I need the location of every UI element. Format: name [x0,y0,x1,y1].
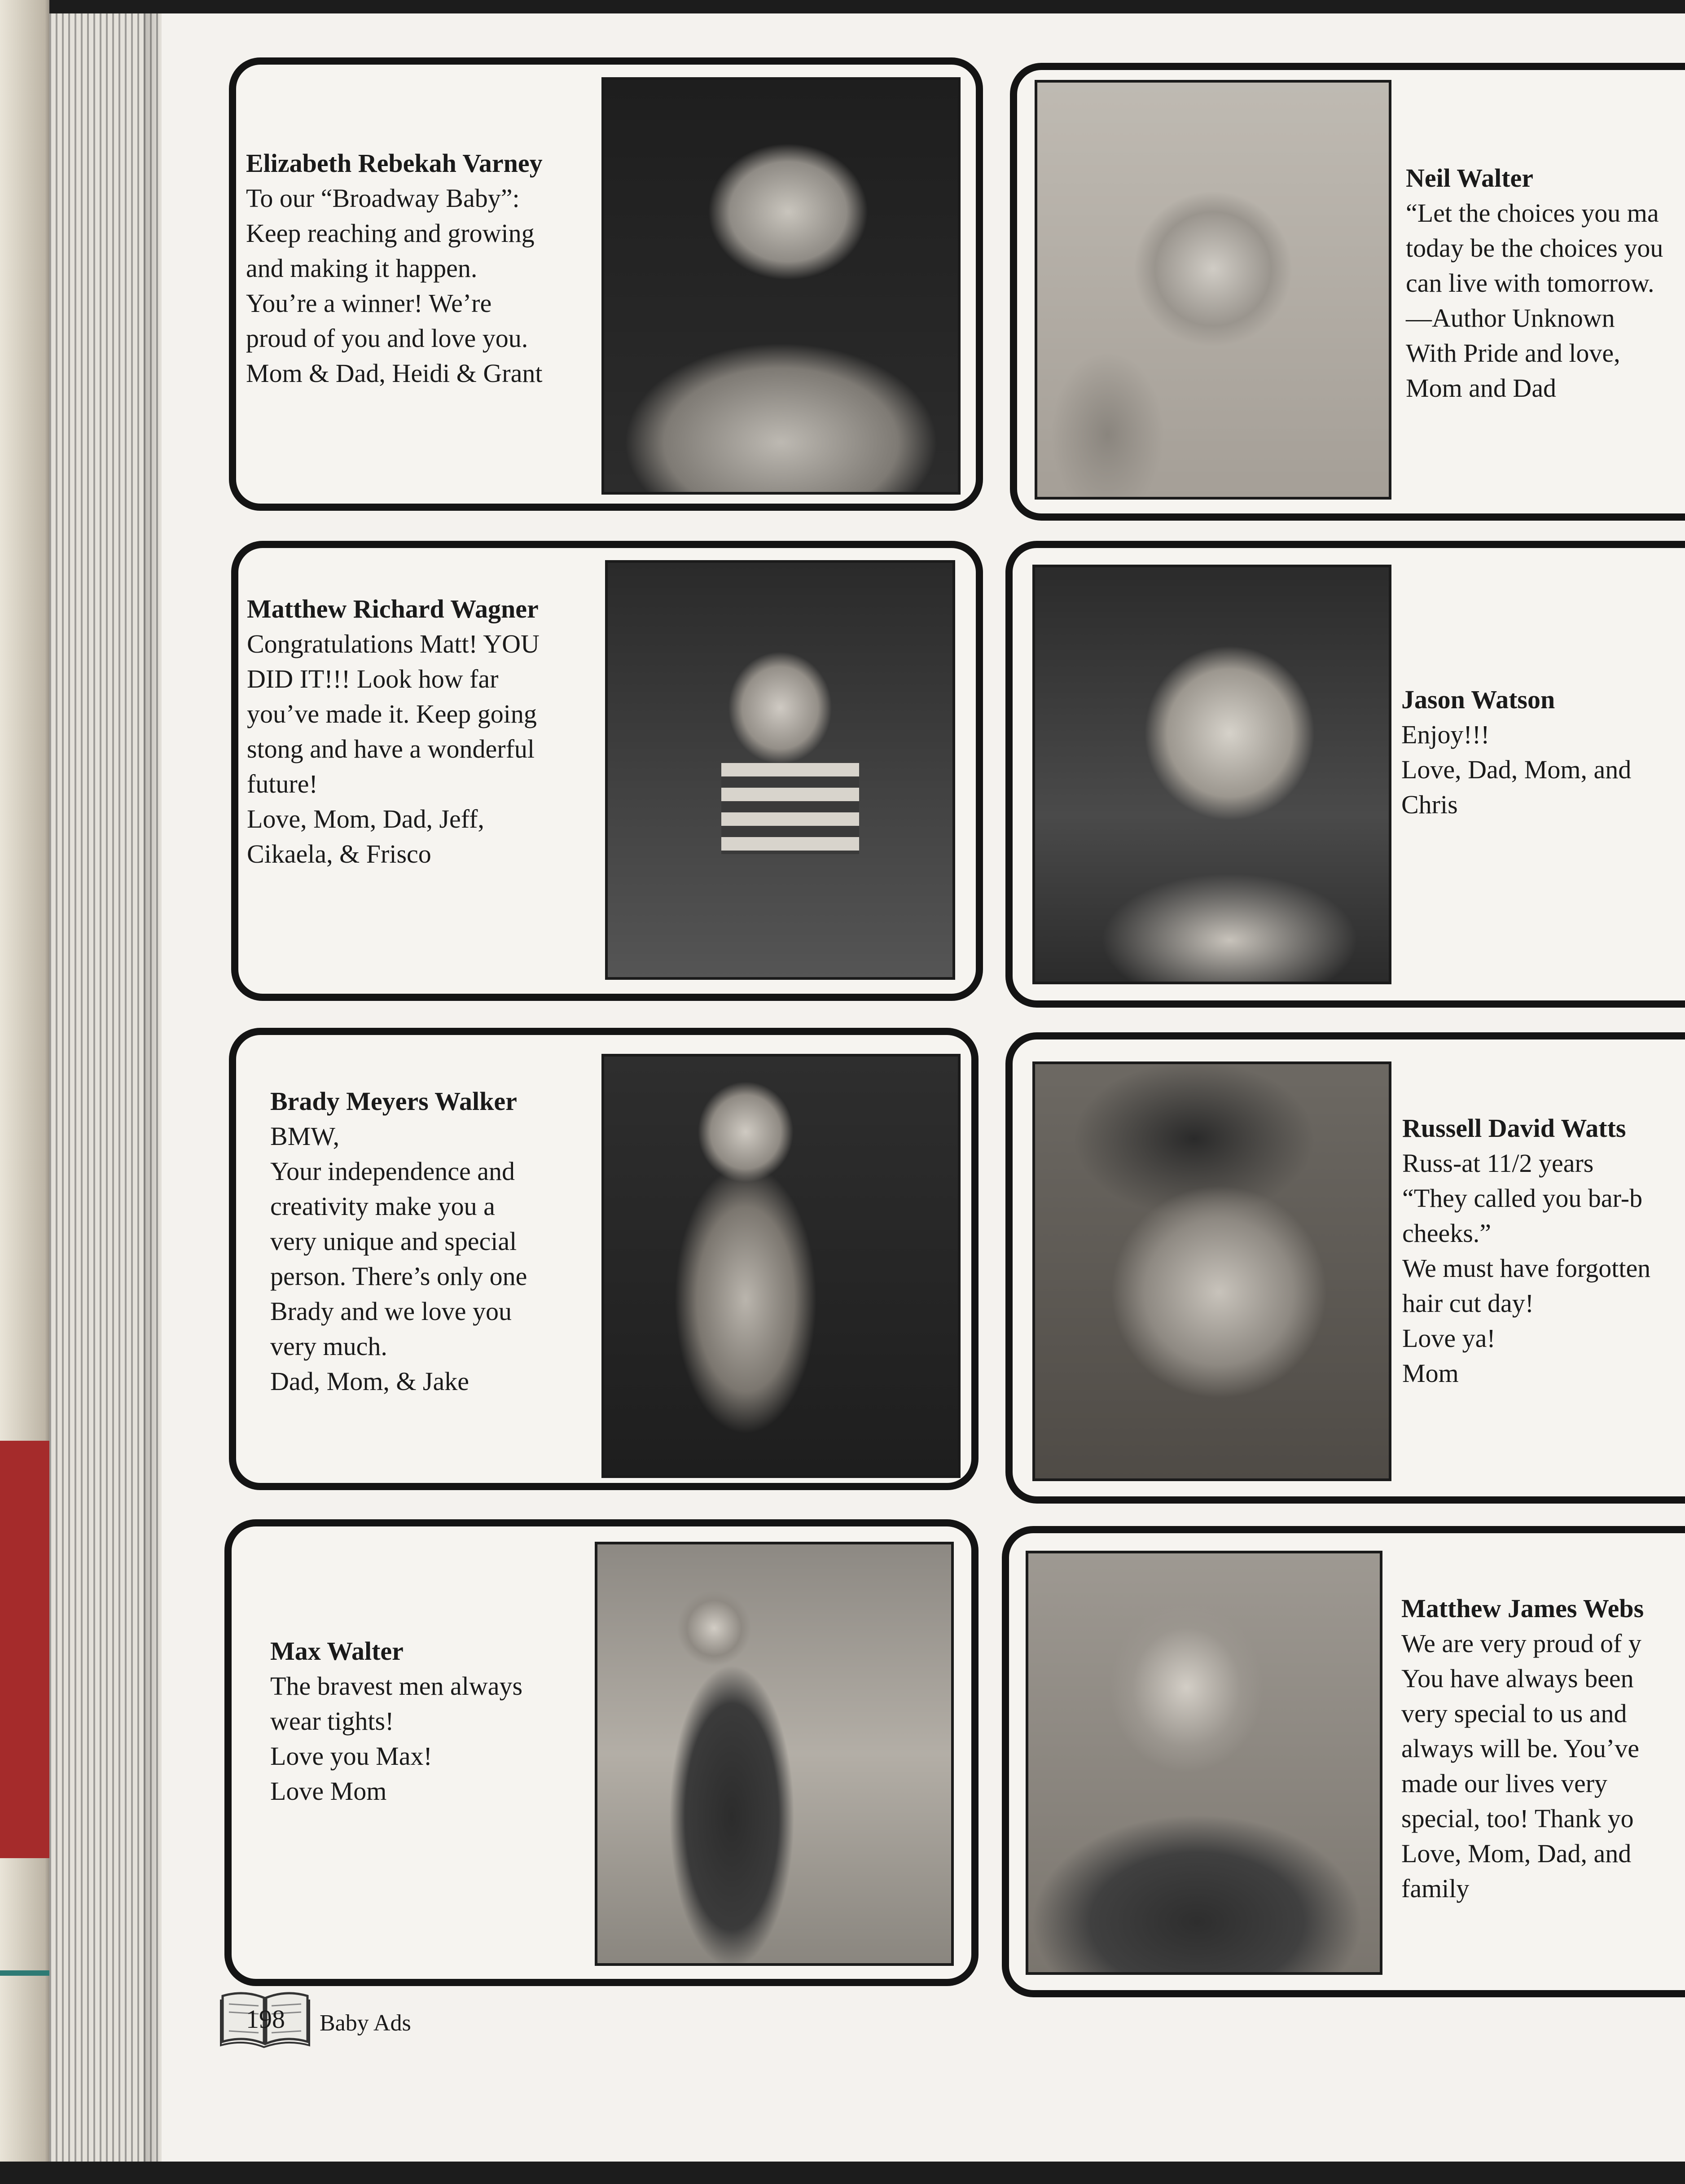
ad-line: —Author Unknown [1406,303,1615,333]
photo-brady-walker [601,1054,961,1478]
ad-name: Matthew James Webs [1401,1594,1644,1623]
ad-name: Matthew Richard Wagner [247,594,539,623]
ad-text-max-walter [270,1634,522,1809]
ad-name: Brady Meyers Walker [270,1087,517,1116]
ad-line: stong and have a wonderful [247,734,535,763]
photo-wagner [605,560,955,980]
photo-varney [601,77,961,495]
ad-line: Dad, Mom, & Jake [270,1367,469,1396]
ad-line: and making it happen. [246,254,478,283]
ad-line: cheeks.” [1402,1219,1492,1248]
page-stack-edge [49,13,162,2162]
ad-line: wear tights! [270,1706,394,1736]
ad-line: We must have forgotten [1402,1254,1651,1283]
ad-line: Congratulations Matt! YOU [247,629,540,658]
ad-line: The bravest men always [270,1671,523,1701]
ad-line: Your independence and [270,1157,515,1186]
ad-line: Cikaela, & Frisco [247,839,431,868]
ad-line: Chris [1401,790,1458,819]
ad-line: today be the choices you [1406,233,1663,263]
ad-text-neil-walter [1406,161,1663,406]
ad-line: proud of you and love you. [246,324,528,353]
ad-line: Love, Mom, Dad, and [1401,1839,1632,1868]
page-top-edge [0,0,1685,13]
ad-line: To our “Broadway Baby”: [246,184,520,213]
ad-line: With Pride and love, [1406,338,1620,368]
ad-line: Mom and Dad [1406,373,1557,403]
ad-name: Elizabeth Rebekah Varney [246,149,543,178]
ad-text-varney [246,146,543,391]
ad-line: Mom & Dad, Heidi & Grant [246,359,543,388]
ad-text-watts [1402,1111,1650,1391]
ad-line: family [1401,1874,1470,1903]
ad-name: Neil Walter [1406,163,1534,193]
ad-line: Love, Dad, Mom, and [1401,755,1632,784]
ad-line: special, too! Thank yo [1401,1804,1634,1833]
ad-line: very special to us and [1401,1699,1627,1728]
ad-line: Love ya! [1402,1324,1496,1353]
ad-line: future! [247,769,318,798]
spine-red-band [0,1441,49,1858]
ad-line: BMW, [270,1122,340,1151]
ad-line: creativity make you a [270,1192,495,1221]
ad-line: Russ-at 11/2 years [1402,1149,1594,1178]
photo-max-walter [595,1542,954,1966]
ad-line: very unique and special [270,1227,517,1256]
ad-name: Jason Watson [1401,685,1555,714]
ad-line: Love, Mom, Dad, Jeff, [247,804,484,833]
ad-line: person. There’s only one [270,1262,527,1291]
ad-line: Mom [1402,1359,1459,1388]
page-bottom-edge [0,2162,1685,2184]
ad-name: Max Walter [270,1636,404,1666]
ad-text-wagner [247,592,540,872]
ad-line: We are very proud of y [1401,1629,1641,1658]
ad-line: Love you Max! [270,1741,432,1771]
ad-line: always will be. You’ve [1401,1734,1640,1763]
ad-line: you’ve made it. Keep going [247,699,537,728]
ad-line: Love Mom [270,1776,387,1806]
page-number: 198 [246,2004,285,2034]
ad-text-webs [1401,1591,1644,1906]
ad-line: Brady and we love you [270,1297,512,1326]
photo-webs [1026,1551,1382,1975]
ad-line: You’re a winner! We’re [246,289,492,318]
ad-line: You have always been [1401,1664,1634,1693]
ad-line: can live with tomorrow. [1406,268,1654,298]
photo-watts [1032,1061,1391,1481]
photo-neil-walter [1035,80,1391,500]
ad-name: Russell David Watts [1402,1114,1626,1143]
ad-text-watson [1401,682,1631,822]
ad-line: DID IT!!! Look how far [247,664,499,693]
ad-line: “They called you bar-b [1402,1184,1643,1213]
photo-watson [1032,565,1391,984]
ad-line: very much. [270,1332,387,1361]
ad-line: Keep reaching and growing [246,219,535,248]
ad-line: hair cut day! [1402,1289,1534,1318]
spine-teal-stripe [0,1970,49,1976]
ad-line: made our lives very [1401,1769,1608,1798]
ad-line: “Let the choices you ma [1406,198,1659,228]
ad-text-brady-walker [270,1084,527,1399]
section-label: Baby Ads [320,2010,411,2036]
ad-line: Enjoy!!! [1401,720,1490,749]
